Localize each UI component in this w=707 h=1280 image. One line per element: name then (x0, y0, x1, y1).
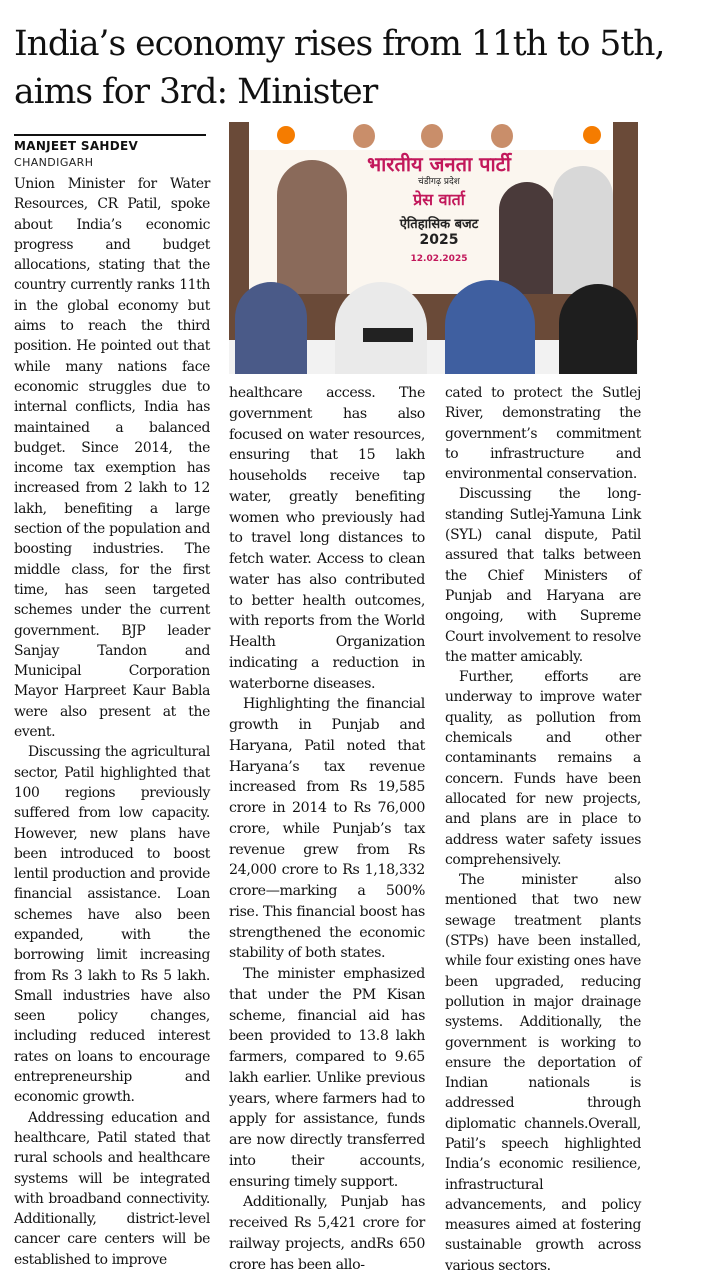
banner-portrait-right (499, 182, 555, 294)
person-seated (445, 280, 535, 374)
article-paragraph: Addressing education and healthcare, Patil stated that rural schools and healthcare systems will be integrated with broadband connectivity. Additionally, district-level cancer care centers will be established to improve (14, 1109, 210, 1268)
bjp-lotus-logo (583, 126, 601, 144)
person-seated (559, 284, 637, 374)
article-paragraph: Discussing the agricultural sector, Patil highlighted that 100 regions previously suffered from low capacity. However, new plans have been introduced to boost lentil production and provide financial assistance. Loan schemes have also been expanded, with the borrowing limit increasing from Rs 3 lakh to Rs 5 lakh. Small industries have also seen policy changes, including reduced interest rates on loans to encourage entrepreneurship and economic growth. (14, 744, 210, 1106)
byline-rule (14, 134, 206, 136)
byline-author: MANJEET SAHDEV (14, 139, 139, 153)
banner-portrait-left (277, 160, 347, 294)
article-paragraph: healthcare access. The government has also focused on water resources, ensuring that 15 lakh households receive tap water, greatly benefiting women who previously had to travel long distances to fetch water. Access to clean water has also contributed to better health outcomes, with reports from the World Health Organization indicating a reduction in waterborne diseases. (229, 385, 425, 692)
byline-location: CHANDIGARH (14, 156, 94, 169)
small-portrait (421, 124, 443, 148)
article-column-2 (229, 383, 425, 1275)
article-paragraph: The minister emphasized that under the PM Kisan scheme, financial aid has been provided to 13.8 lakh farmers, compared to 9.65 lakh earlier. Unlike previous years, where farmers had to apply for assistance, funds are now directly transferred into their accounts, ensuring timely support. (229, 966, 425, 1190)
article-paragraph: The minister also mentioned that two new sewage treatment plants (STPs) have been installed, while four existing ones have been upgraded, reducing pollution in major drainage systems. Additionally, the government is working to ensure the deportation of Indian nationals is addressed through diplomatic channels.Overall, Patil’s speech highlighted India’s economic resilience, infrastructural advancements, and policy measures aimed at fostering sustainable growth across various sectors. (445, 872, 641, 1274)
small-portrait (353, 124, 375, 148)
article-column-1 (14, 174, 210, 1270)
banner-state-unit: चंडीगढ़ प्रदेश (418, 177, 460, 187)
banner-year: 2025 (419, 232, 459, 248)
press-conference-photo (229, 122, 638, 374)
article-paragraph: Highlighting the financial growth in Punjab and Haryana, Patil noted that Haryana’s tax revenue increased from Rs 19,585 crore in 2014 to Rs 76,000 crore, while Punjab’s tax revenue grew from Rs 24,000 crore to Rs 1,18,332 crore—marking a 500% rise. This financial boost has strengthened the economic stability of both states. (229, 696, 425, 962)
article-headline: India’s economy rises from 11th to 5th, aims for 3rd: Minister (14, 24, 665, 112)
banner-budget: ऐतिहासिक बजट (399, 217, 479, 232)
banner-portrait-right (553, 166, 613, 294)
article-paragraph: Discussing the long-standing Sutlej-Yamuna Link (SYL) canal dispute, Patil assured that talks between the Chief Ministers of Punjab and Haryana are ongoing, with Supreme Court involvement to resolve the matter amicably. (445, 486, 641, 665)
person-seated (235, 282, 307, 374)
bjp-lotus-logo (277, 126, 295, 144)
microphone-icon (363, 328, 413, 342)
banner-press-meet: प्रेस वार्ता (413, 190, 465, 209)
bjp-banner (249, 122, 613, 294)
banner-date: 12.02.2025 (410, 254, 468, 264)
article-paragraph: Union Minister for Water Resources, CR Patil, spoke about India’s economic progress and budget allocations, stating that the country currently ranks 11th in the global economy but aims to reach the third position. He pointed out that while many nations face economic struggles due to internal conflicts, India has maintained a balanced budget. Since 2014, the income tax exemption has increased from 2 lakh to 12 lakh, benefiting a large section of the population and boosting industries. The middle class, for the first time, has seen targeted schemes under the current government. BJP leader Sanjay Tandon and Municipal Corporation Mayor Harpreet Kaur Babla were also present at the event. (14, 176, 210, 741)
small-portrait (491, 124, 513, 148)
article-paragraph: Additionally, Punjab has received Rs 5,421 crore for railway projects, andRs 650 crore has been allo- (229, 1194, 425, 1273)
article-paragraph: cated to protect the Sutlej River, demonstrating the government’s commitment to infrastructure and environmental conservation. (445, 385, 641, 483)
article-paragraph: Further, efforts are underway to improve water quality, as pollution from chemicals and other contaminants remains a concern. Funds have been allocated for new projects, and plans are in place to address water safety issues comprehensively. (445, 669, 641, 868)
banner-party-name: भारतीय जनता पार्टी (367, 152, 511, 176)
article-column-3 (445, 383, 641, 1276)
